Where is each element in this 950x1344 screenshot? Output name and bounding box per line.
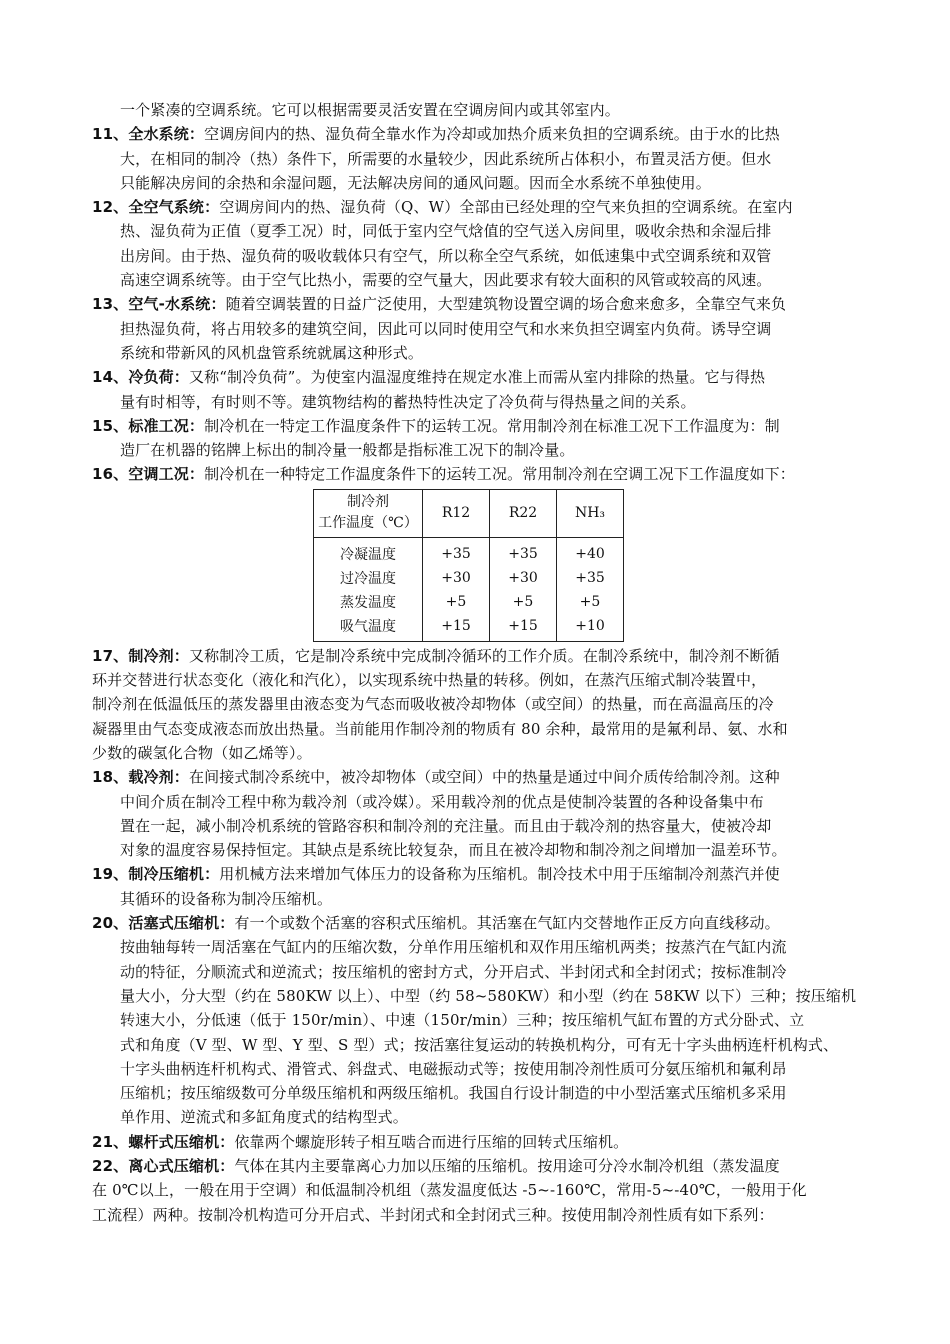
item-22-heading: [92, 1154, 864, 1178]
paragraph-line: 大，在相同的制冷（热）条件下，所需要的水量较少，因此系统所占体积小，布置灵活方便。但水: [120, 149, 772, 168]
item-11-heading: [92, 122, 864, 146]
table-cell: +5: [423, 590, 490, 614]
table-cell: +30: [423, 566, 490, 590]
item-term: 空气-水系统：: [128, 295, 226, 314]
item-20-heading: [92, 911, 864, 935]
column-header: R22: [490, 489, 557, 537]
table-cell: +5: [557, 590, 624, 614]
table-corner-cell: [314, 489, 423, 537]
paragraph-line: 环并交替进行状态变化（液化和汽化），以实现系统中热量的转移。例如，在蒸汽压缩式制冷装置中，: [92, 671, 767, 690]
item-number: 20、: [92, 914, 129, 933]
item-16-heading: [92, 462, 864, 486]
item-term: 离心式压缩机：: [128, 1156, 235, 1175]
table-cell: +35: [423, 537, 490, 566]
table-cell: +30: [490, 566, 557, 590]
item-text: 在间接式制冷系统中，被冷却物体（或空间）中的热量是通过中间介质传给制冷剂。这种: [188, 768, 780, 787]
item-text: 制冷机在一特定工作温度条件下的运转工况。常用制冷剂在标准工况下工作温度为：制: [204, 416, 780, 435]
paragraph-line: 式和角度（V 型、W 型、Y 型、S 型）式；按活塞往复运动的转换机构分，可有无十字头曲柄连杆机构式、: [120, 1035, 839, 1054]
item-number: 13、: [92, 295, 129, 314]
item-12-heading: [92, 195, 864, 219]
column-header: NH₃: [557, 489, 624, 537]
table-cell: +5: [490, 590, 557, 614]
paragraph-line: 一个紧凑的空调系统。它可以根据需要灵活安置在空调房间内或其邻室内。: [120, 101, 620, 119]
paragraph-line: 其循环的设备称为制冷压缩机。: [120, 889, 333, 908]
paragraph-line: 工流程）两种。按制冷机构造可分开启式、半封闭式和全封闭式三种。按使用制冷剂性质有如下系列：: [92, 1205, 774, 1224]
item-term: 空调工况：: [128, 465, 205, 484]
item-text: 制冷机在一种特定工作温度条件下的运转工况。常用制冷剂在空调工况下工作温度如下：: [204, 465, 795, 484]
item-21-heading: [92, 1130, 864, 1154]
paragraph-line: 担热湿负荷，将占用较多的建筑空间，因此可以同时使用空气和水来负担空调室内负荷。诱导空调: [120, 319, 772, 338]
item-number: 22、: [92, 1156, 129, 1175]
table-cell: +10: [557, 614, 624, 642]
item-text: 空调房间内的热、湿负荷（Q、W）全部由已经处理的空气来负担的空调系统。在室内: [219, 198, 793, 217]
item-term: 制冷剂：: [128, 646, 189, 665]
table-row: [314, 590, 624, 614]
paragraph-line: 对象的温度容易保持恒定。其缺点是系统比较复杂，而且在被冷却物和制冷剂之间增加一温差环节。: [120, 841, 787, 860]
paragraph-line: 少数的碳氢化合物（如乙烯等）。: [92, 743, 312, 762]
item-text: 又称制冷工质，它是制冷系统中完成制冷循环的工作介质。在制冷系统中，制冷剂不断循: [188, 646, 780, 665]
paragraph-line: 在 0℃以上，一般在用于空调）和低温制冷机组（蒸发温度低达 -5~-160℃，常用-5~-40℃，一般用于化: [92, 1181, 807, 1200]
corner-bottom-label: 工作温度（℃）: [318, 515, 418, 532]
item-text: 气体在其内主要靠离心力加以压缩的压缩机。按用途可分冷水制冷机组（蒸发温度: [234, 1156, 780, 1175]
table-header-row: [314, 489, 624, 537]
item-18-heading: [92, 765, 864, 789]
item-term: 制冷压缩机：: [128, 865, 220, 884]
paragraph-line: 动的特征，分顺流式和逆流式；按压缩机的密封方式，分开启式、半封闭式和全封闭式；按标准制冷: [120, 962, 787, 981]
item-17-heading: [92, 644, 864, 668]
item-number: 11、: [92, 125, 129, 144]
item-text: 依靠两个螺旋形转子相互啮合而进行压缩的回转式压缩机。: [234, 1132, 629, 1151]
row-label: 蒸发温度: [314, 590, 423, 614]
item-number: 19、: [92, 865, 129, 884]
row-label: 过冷温度: [314, 566, 423, 590]
corner-top-label: 制冷剂: [347, 494, 389, 511]
item-number: 18、: [92, 768, 129, 787]
table-row: [314, 537, 624, 566]
item-number: 21、: [92, 1132, 129, 1151]
table-cell: +40: [557, 537, 624, 566]
paragraph-line: 十字头曲柄连杆机构式、滑管式、斜盘式、电磁振动式等；按使用制冷剂性质可分氨压缩机和氟利昂: [120, 1059, 787, 1078]
paragraph-line: 置在一起，减小制冷机系统的管路容积和制冷剂的充注量。而且由于载冷剂的热容量大，使被冷却: [120, 816, 772, 835]
paragraph-line: 制冷剂在低温低压的蒸发器里由液态变为气态而吸收被冷却物体（或空间）的热量，而在高温高压的冷: [92, 695, 774, 714]
item-19-heading: [92, 862, 864, 886]
paragraph-line: 中间介质在制冷工程中称为载冷剂（或冷媒）。采用载冷剂的优点是使制冷装置的各种设备集中布: [120, 792, 764, 811]
item-term: 螺杆式压缩机：: [128, 1132, 235, 1151]
paragraph-line: 系统和带新风的风机盘管系统就属这种形式。: [120, 343, 424, 362]
paragraph-line: 单作用、逆流式和多缸角度式的结构型式。: [120, 1108, 408, 1127]
item-term: 全空气系统：: [128, 198, 220, 217]
item-term: 载冷剂：: [128, 768, 189, 787]
item-number: 14、: [92, 368, 129, 387]
table-cell: +15: [423, 614, 490, 642]
item-text: 又称“制冷负荷”。为使室内温湿度维持在规定水准上而需从室内排除的热量。它与得热: [188, 368, 766, 387]
paragraph-line: 转速大小，分低速（低于 150r/min）、中速（150r/min）三种；按压缩机气缸布置的方式分卧式、立: [120, 1011, 805, 1030]
working-temperature-table: [313, 489, 624, 642]
paragraph-line: 量大小，分大型（约在 580KW 以上）、中型（约 58~580KW）和小型（约在 58KW 以下）三种；按压缩机: [120, 986, 857, 1005]
paragraph-line: 压缩机；按压缩级数可分单级压缩机和两级压缩机。我国自行设计制造的中小型活塞式压缩机多采用: [120, 1084, 787, 1103]
paragraph-line: 按曲轴每转一周活塞在气缸内的压缩次数，分单作用压缩机和双作用压缩机两类；按蒸汽在气缸内流: [120, 938, 787, 957]
item-term: 标准工况：: [128, 416, 205, 435]
paragraph-line: 出房间。由于热、湿负荷的吸收载体只有空气，所以称全空气系统，如低速集中式空调系统和双管: [120, 246, 772, 265]
item-term: 全水系统：: [128, 125, 205, 144]
item-text: 有一个或数个活塞的容积式压缩机。其活塞在气缸内交替地作正反方向直线移动。: [234, 914, 780, 933]
document-page: [92, 98, 864, 1227]
paragraph-line: 凝器里由气态变成液态而放出热量。当前能用作制冷剂的物质有 80 余种，最常用的是氟利昂、氨、水和: [92, 719, 788, 738]
item-text: 空调房间内的热、湿负荷全靠水作为冷却或加热介质来负担的空调系统。由于水的比热: [204, 125, 780, 144]
paragraph-line: 量有时相等，有时则不等。建筑物结构的蓄热特性决定了冷负荷与得热量之间的关系。: [120, 392, 696, 411]
row-label: 冷凝温度: [314, 537, 423, 566]
item-number: 17、: [92, 646, 129, 665]
table-cell: +35: [490, 537, 557, 566]
item-number: 15、: [92, 416, 129, 435]
paragraph-line: 造厂在机器的铭牌上标出的制冷量一般都是指标准工况下的制冷量。: [120, 441, 575, 460]
item-term: 活塞式压缩机：: [128, 914, 235, 933]
column-header: R12: [423, 489, 490, 537]
paragraph-line: 热、湿负荷为正值（夏季工况）时，同低于室内空气焓值的空气送入房间里，吸收余热和余湿后排: [120, 222, 772, 241]
item-number: 12、: [92, 198, 129, 217]
row-label: 吸气温度: [314, 614, 423, 642]
table-cell: +15: [490, 614, 557, 642]
paragraph-line: 只能解决房间的余热和余湿问题，无法解决房间的通风问题。因而全水系统不单独使用。: [120, 173, 711, 192]
table-row: [314, 614, 624, 642]
item-13-heading: [92, 292, 864, 316]
table-cell: +35: [557, 566, 624, 590]
paragraph-line: 高速空调系统等。由于空气比热小，需要的空气量大，因此要求有较大面积的风管或较高的风速。: [120, 271, 772, 290]
item-term: 冷负荷：: [128, 368, 189, 387]
item-15-heading: [92, 414, 864, 438]
item-number: 16、: [92, 465, 129, 484]
item-text: 用机械方法来增加气体压力的设备称为压缩机。制冷技术中用于压缩制冷剂蒸汽并使: [219, 865, 780, 884]
table-row: [314, 566, 624, 590]
item-text: 随着空调装置的日益广泛使用，大型建筑物设置空调的场合愈来愈多，全靠空气来负: [225, 295, 787, 314]
item-14-heading: [92, 365, 864, 389]
